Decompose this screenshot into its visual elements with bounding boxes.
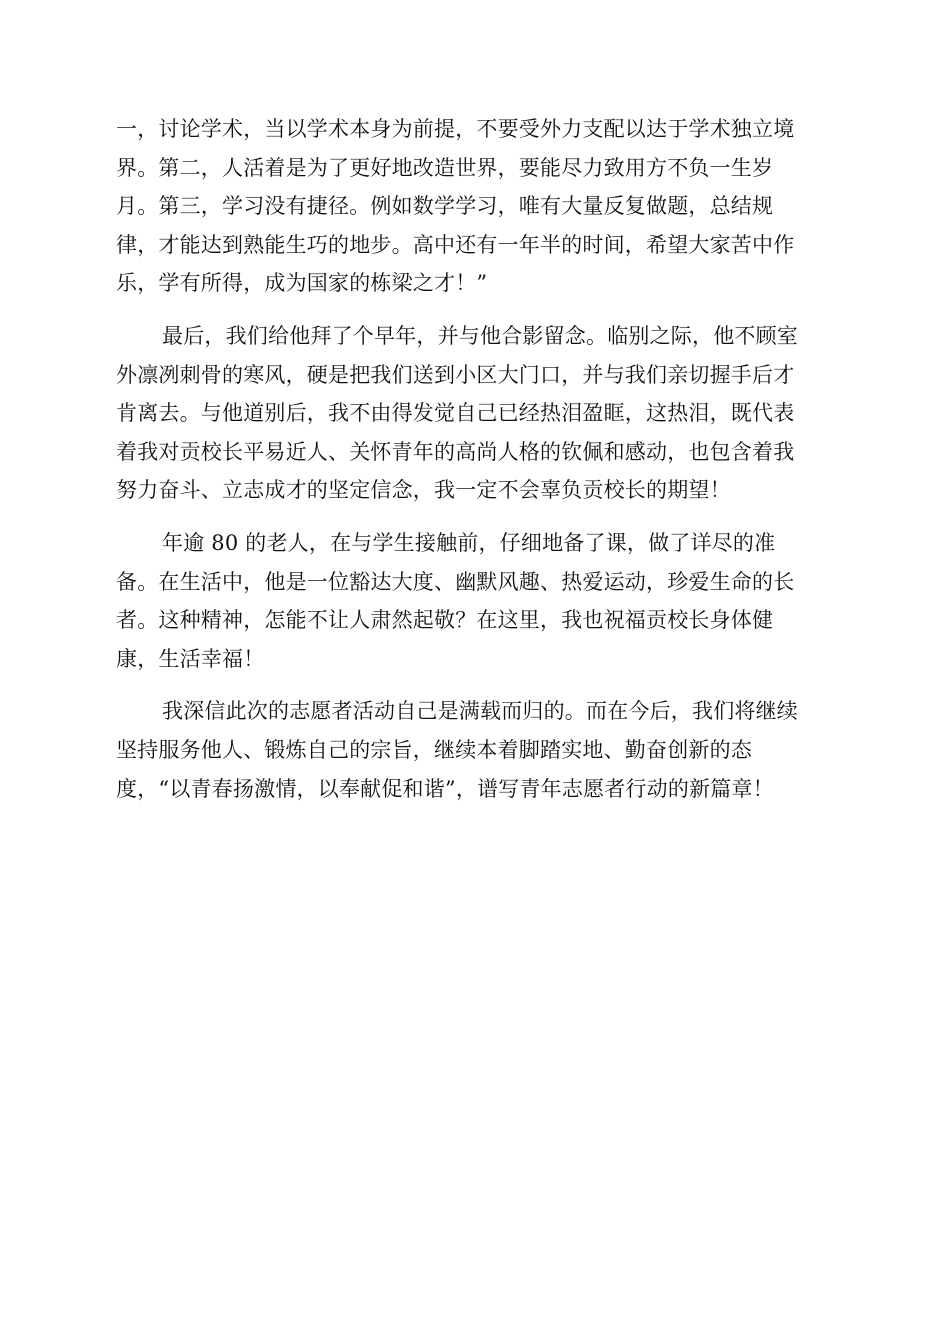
paragraph-line: 乐，学有所得，成为国家的栋梁之才！” bbox=[116, 271, 488, 296]
paragraph-line: 年逾 80 的老人，在与学生接触前，仔细地备了课，做了详尽的准 bbox=[162, 530, 776, 555]
paragraph-line: 着我对贡校长平易近人、关怀青年的高尚人格的钦佩和感动，也包含着我 bbox=[116, 439, 795, 464]
paragraph-4 bbox=[116, 692, 836, 808]
paragraph-line: 度，“以青春扬激情，以奉献促和谐”，谱写青年志愿者行动的新篇章！ bbox=[116, 776, 774, 801]
paragraph-line: 康，生活幸福！ bbox=[116, 646, 265, 671]
paragraph-line: 努力奋斗、立志成才的坚定信念，我一定不会辜负贡校长的期望！ bbox=[116, 478, 731, 503]
paragraph-line: 律，才能达到熟能生巧的地步。高中还有一年半的时间，希望大家苦中作 bbox=[116, 232, 795, 257]
paragraph-line: 界。第二，人活着是为了更好地改造世界，要能尽力致用方不负一生岁 bbox=[116, 155, 774, 180]
paragraph-line: 一，讨论学术，当以学术本身为前提，不要受外力支配以达于学术独立境 bbox=[116, 117, 795, 141]
paragraph-line: 坚持服务他人、锻炼自己的宗旨，继续本着脚踏实地、勤奋创新的态 bbox=[116, 737, 752, 762]
paragraph-line: 外凛冽刺骨的寒风，硬是把我们送到小区大门口，并与我们亲切握手后才 bbox=[116, 362, 795, 387]
paragraph-line: 者。这种精神，怎能不让人肃然起敬？在这里，我也祝福贡校长身体健 bbox=[116, 608, 774, 633]
paragraph-line: 我深信此次的志愿者活动自己是满载而归的。而在今后，我们将继续 bbox=[162, 699, 798, 724]
paragraph-2 bbox=[116, 317, 836, 510]
paragraph-line: 备。在生活中，他是一位豁达大度、幽默风趣、热爱运动，珍爱生命的长 bbox=[116, 569, 795, 594]
document-body bbox=[116, 110, 836, 808]
paragraph-1 bbox=[116, 110, 836, 303]
paragraph-3 bbox=[116, 524, 836, 678]
paragraph-line: 肯离去。与他道别后，我不由得发觉自己已经热泪盈眶，这热泪，既代表 bbox=[116, 401, 795, 426]
paragraph-line: 月。第三，学习没有捷径。例如数学学习，唯有大量反复做题，总结规 bbox=[116, 194, 774, 219]
paragraph-line: 最后，我们给他拜了个早年，并与他合影留念。临别之际，他不顾室 bbox=[162, 323, 798, 348]
